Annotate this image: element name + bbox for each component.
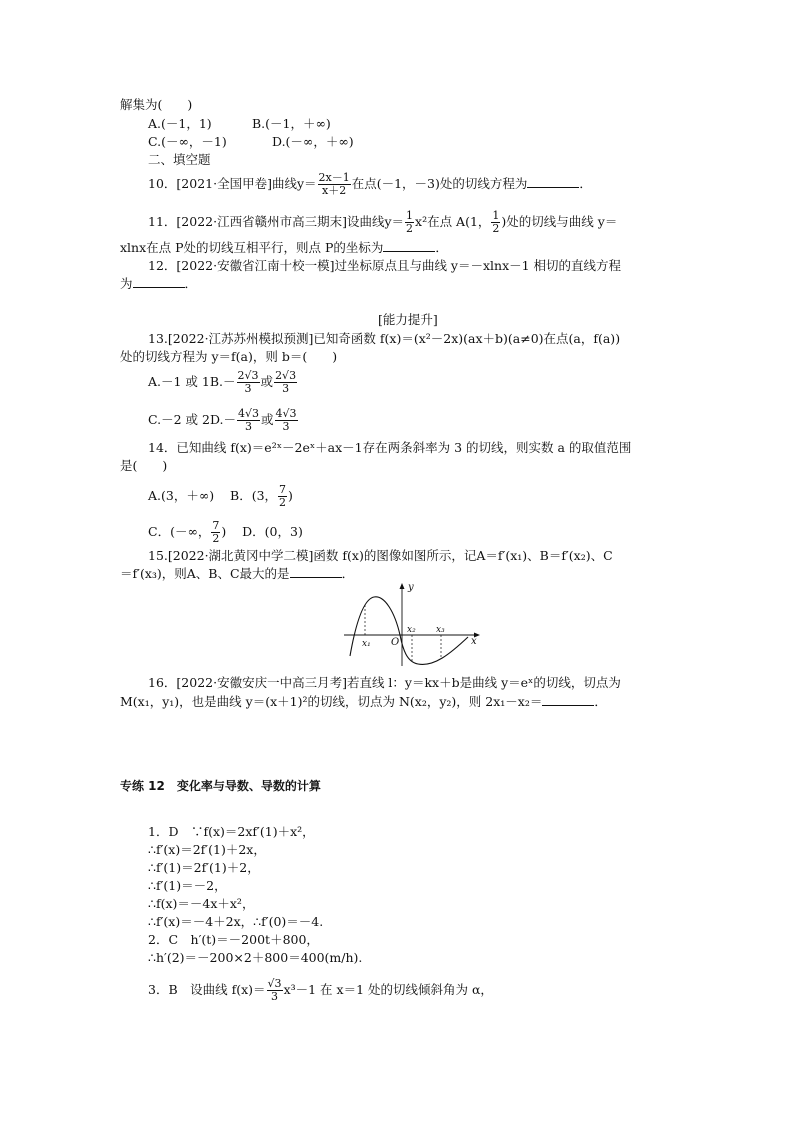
x2-label: x₂ [407, 625, 416, 635]
answer-blank [527, 177, 579, 188]
q13-line2: 处的切线方程为 y＝f(a)，则 b＝( ) [120, 349, 338, 364]
q11-line2: xlnx在点 P处的切线互相平行，则点 P的坐标为 ． [120, 240, 448, 255]
q14-options-ab: A.(3，＋∞) B．(3， $\frac{7}{2}$ ) [148, 483, 293, 509]
answer-line: ∴f(x)＝－4x＋x²， [148, 896, 255, 911]
q15-line2: ＝f′(x₃)，则A、B、C最大的是 ． [120, 566, 355, 581]
answer-line: 1．D ∵f(x)＝2xf′(1)＋x²， [148, 824, 315, 839]
answer-line: 2．C h′(t)＝－200t＋800， [148, 932, 319, 947]
answer-blank [542, 695, 594, 706]
q13-options-ab: A.－1 或 1B.－ $\frac{2√3}{3}$ 或 $\frac{2√3}{3}$ [148, 369, 297, 395]
q14-line1: 14．已知曲线 f(x)＝e²ˣ－2eˣ＋ax－1存在两条斜率为 3 的切线，则实数 a 的取值范围 [148, 440, 632, 455]
answer-line: ∴f′(1)＝2f′(1)＋2， [148, 860, 260, 875]
q14-line2: 是( ) [120, 458, 168, 473]
q13-line1: 13.[2022·江苏苏州模拟预测]已知奇函数 f(x)＝(x²－2x)(ax＋b)(a≠0)在点(a，f(a)) [148, 331, 621, 346]
answer-line: ∴h′(2)＝－200×2＋800＝400(m/h). [148, 950, 363, 965]
answer-blank [133, 277, 185, 288]
x1-label: x₁ [362, 639, 371, 649]
x-axis-label: x [471, 636, 477, 647]
q14-options-cd: C．(－∞， $\frac{7}{2}$ ) D．(0，3) [148, 519, 303, 545]
q12-line2: 为 ． [120, 276, 198, 291]
section-fill-blank: 二、填空题 [148, 152, 211, 167]
q15-function-graph [340, 580, 485, 670]
y-axis-arrow [400, 583, 405, 589]
answer-blank [290, 567, 342, 578]
origin-label: O [391, 637, 400, 648]
q12-line1: 12．[2022·安徽省江南十校一模]过坐标原点且与曲线 y＝－xlnx－1 相切的直线方程 [148, 258, 622, 273]
answer-blank [383, 241, 435, 252]
answers-title: 专练 12 变化率与导数、导数的计算 [120, 779, 321, 793]
q9-option-d: D.(－∞，＋∞) [272, 134, 354, 149]
q11-line1: 11．[2022·江西省赣州市高三期末]设曲线y＝ $\frac{1}{2}$ x²在点 A(1， $\frac{1}{2}$ )处的切线与曲线 y＝ [148, 209, 618, 235]
q13-options-cd: C.－2 或 2D.－ $\frac{4√3}{3}$ 或 $\frac{4√3}{3}$ [148, 407, 297, 433]
answer-line: ∴f′(x)＝2f′(1)＋2x， [148, 842, 266, 857]
answer-3: 3．B 设曲线 f(x)＝ $\frac{√3}{3}$ x³－1 在 x＝1 处的切线倾斜角为 α， [148, 977, 493, 1003]
y-axis-label: y [408, 582, 414, 593]
q16-line2: M(x₁，y₁)，也是曲线 y＝(x＋1)²的切线，切点为 N(x₂，y₂)，则 2x₁－x₂＝ ． [120, 694, 607, 709]
answer-line: ∴f′(1)＝－2， [148, 878, 227, 893]
q9-option-a: A.(－1，1) [148, 116, 212, 131]
answer-line: ∴f′(x)＝－4＋2x，∴f′(0)＝－4. [148, 914, 324, 929]
q9-stem: 解集为( ) [120, 97, 193, 112]
q9-option-c: C.(－∞，－1) [148, 134, 227, 149]
section-ability: [能力提升] [378, 312, 438, 327]
q10: 10．[2021·全国甲卷]曲线y＝ $\frac{2x-1}{x+2}$ 在点(－1，－3)处的切线方程为 ． [148, 171, 592, 197]
q16-line1: 16．[2022·安徽安庆一中高三月考]若直线 l：y＝kx＋b是曲线 y＝eˣ的切线，切点为 [148, 675, 621, 690]
q9-option-b: B.(－1，＋∞) [252, 116, 331, 131]
x3-label: x₃ [436, 625, 445, 635]
q15-line1: 15.[2022·湖北黄冈中学二模]函数 f(x)的图像如图所示，记A＝f′(x₁)、B＝f′(x₂)、C [148, 548, 613, 563]
